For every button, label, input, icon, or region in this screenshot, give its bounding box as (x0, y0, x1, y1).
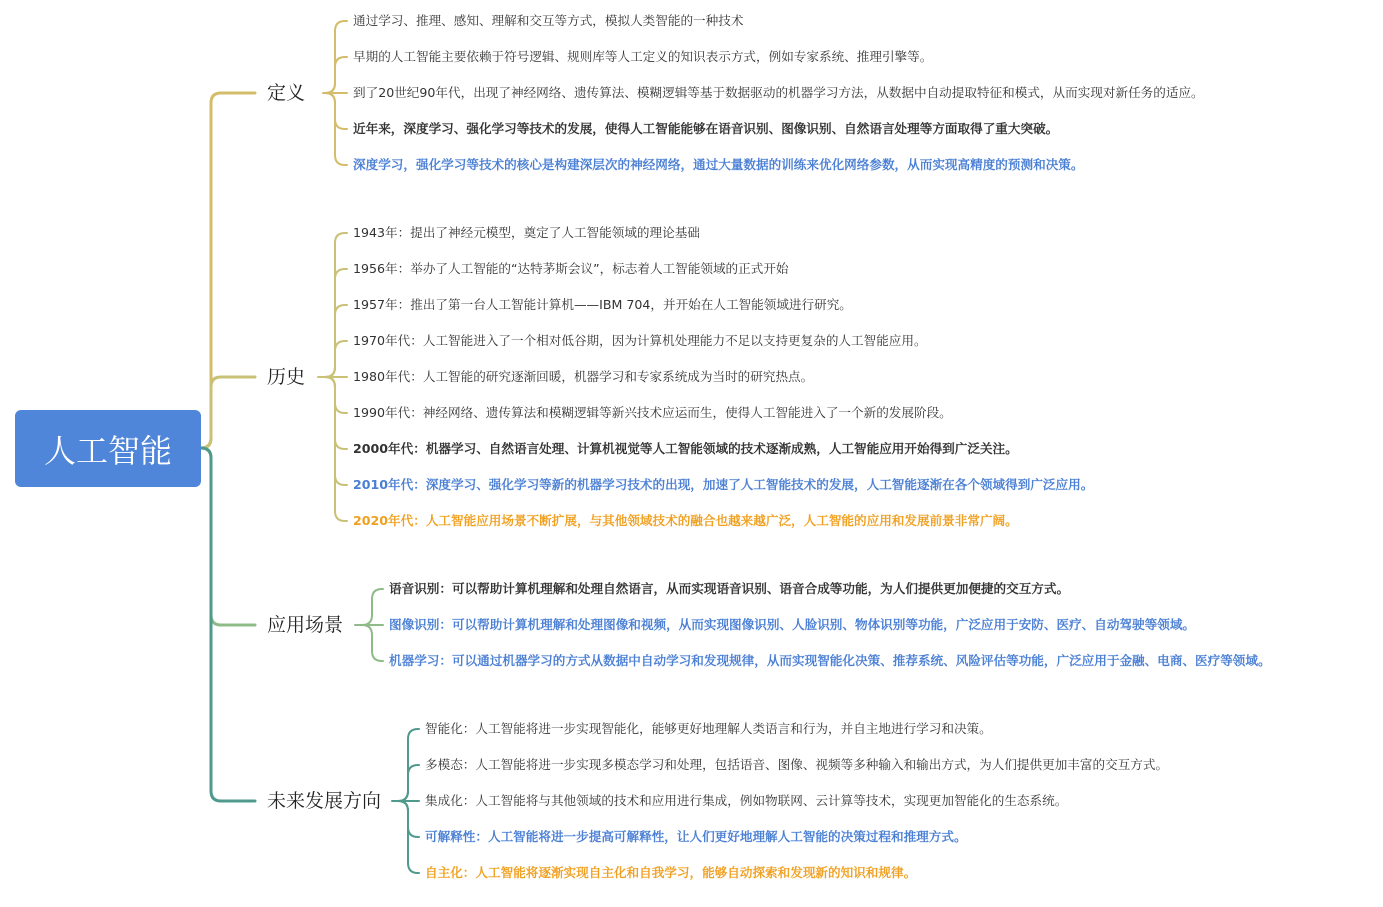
leaf-future-3[interactable]: 集成化：人工智能将与其他领域的技术和应用进行集成，例如物联网、云计算等技术，实现更加智能化的生态系统。 (425, 793, 1068, 808)
leaf-future-5[interactable]: 自主化：人工智能将逐渐实现自主化和自我学习，能够自动探索和发现新的知识和规律。 (425, 865, 917, 880)
leaf-future-4[interactable]: 可解释性：人工智能将进一步提高可解释性，让人们更好地理解人工智能的决策过程和推理方式。 (425, 829, 967, 844)
leaf-history-4[interactable]: 1970年代：人工智能进入了一个相对低谷期，因为计算机处理能力不足以支持更复杂的人工智能应用。 (353, 333, 927, 348)
branch-history[interactable]: 历史 (267, 366, 306, 388)
leaf-definition-3[interactable]: 到了20世纪90年代，出现了神经网络、遗传算法、模糊逻辑等基于数据驱动的机器学习方法，从数据中自动提取特征和模式，从而实现对新任务的适应。 (353, 85, 1204, 100)
leaf-history-2[interactable]: 1956年：举办了人工智能的“达特茅斯会议”，标志着人工智能领域的正式开始 (353, 261, 789, 276)
leaf-history-1[interactable]: 1943年：提出了神经元模型，奠定了人工智能领域的理论基础 (353, 225, 700, 240)
leaf-applications-3[interactable]: 机器学习：可以通过机器学习的方式从数据中自动学习和发现规律，从而实现智能化决策、推荐系统、风险评估等功能，广泛应用于金融、电商、医疗等领域。 (389, 653, 1271, 668)
branch-definition[interactable]: 定义 (267, 82, 306, 104)
leaf-history-3[interactable]: 1957年：推出了第一台人工智能计算机——IBM 704，并开始在人工智能领域进行研究。 (353, 297, 852, 312)
connector-line (362, 589, 383, 625)
leaf-history-8[interactable]: 2010年代：深度学习、强化学习等新的机器学习技术的出现，加速了人工智能技术的发展，人工智能逐渐在各个领域得到广泛应用。 (353, 477, 1094, 492)
connector-line (201, 448, 255, 625)
leaf-future-2[interactable]: 多模态：人工智能将进一步实现多模态学习和处理，包括语音、图像、视频等多种输入和输出方式，为人们提供更加丰富的交互方式。 (425, 757, 1169, 772)
leaf-applications-1[interactable]: 语音识别：可以帮助计算机理解和处理自然语言，从而实现语音识别、语音合成等功能，为人们提供更加便捷的交互方式。 (389, 581, 1070, 596)
leaf-definition-4[interactable]: 近年来，深度学习、强化学习等技术的发展，使得人工智能能够在语音识别、图像识别、自然语言处理等方面取得了重大突破。 (353, 121, 1059, 136)
leaf-definition-2[interactable]: 早期的人工智能主要依赖于符号逻辑、规则库等人工定义的知识表示方式，例如专家系统、推理引擎等。 (353, 49, 933, 64)
connector-line (201, 377, 255, 448)
leaf-history-6[interactable]: 1990年代：神经网络、遗传算法和模糊逻辑等新兴技术应运而生，使得人工智能进入了一个新的发展阶段。 (353, 405, 952, 420)
branch-applications[interactable]: 应用场景 (267, 614, 344, 636)
connector-line (398, 765, 419, 801)
leaf-history-7[interactable]: 2000年代：机器学习、自然语言处理、计算机视觉等人工智能领域的技术逐渐成熟，人工智能应用开始得到广泛关注。 (353, 441, 1018, 456)
root-node[interactable]: 人工智能 (15, 410, 201, 487)
leaf-history-5[interactable]: 1980年代：人工智能的研究逐渐回暖，机器学习和专家系统成为当时的研究热点。 (353, 369, 814, 384)
leaf-applications-2[interactable]: 图像识别：可以帮助计算机理解和处理图像和视频，从而实现图像识别、人脸识别、物体识别等功能，广泛应用于安防、医疗、自动驾驶等领域。 (389, 617, 1195, 632)
connector-line (201, 93, 255, 448)
leaf-history-9[interactable]: 2020年代：人工智能应用场景不断扩展，与其他领域技术的融合也越来越广泛，人工智能的应用和发展前景非常广阔。 (353, 513, 1018, 528)
leaf-future-1[interactable]: 智能化：人工智能将进一步实现智能化，能够更好地理解人类语言和行为，并自主地进行学习和决策。 (425, 721, 992, 736)
connector-line (325, 341, 347, 377)
connector-line (362, 625, 383, 661)
connector-line (325, 57, 347, 93)
leaf-definition-5[interactable]: 深度学习，强化学习等技术的核心是构建深层次的神经网络，通过大量数据的训练来优化网络参数，从而实现高精度的预测和决策。 (353, 157, 1084, 172)
leaf-definition-1[interactable]: 通过学习、推理、感知、理解和交互等方式，模拟人类智能的一种技术 (353, 13, 744, 28)
branch-future[interactable]: 未来发展方向 (267, 790, 382, 812)
